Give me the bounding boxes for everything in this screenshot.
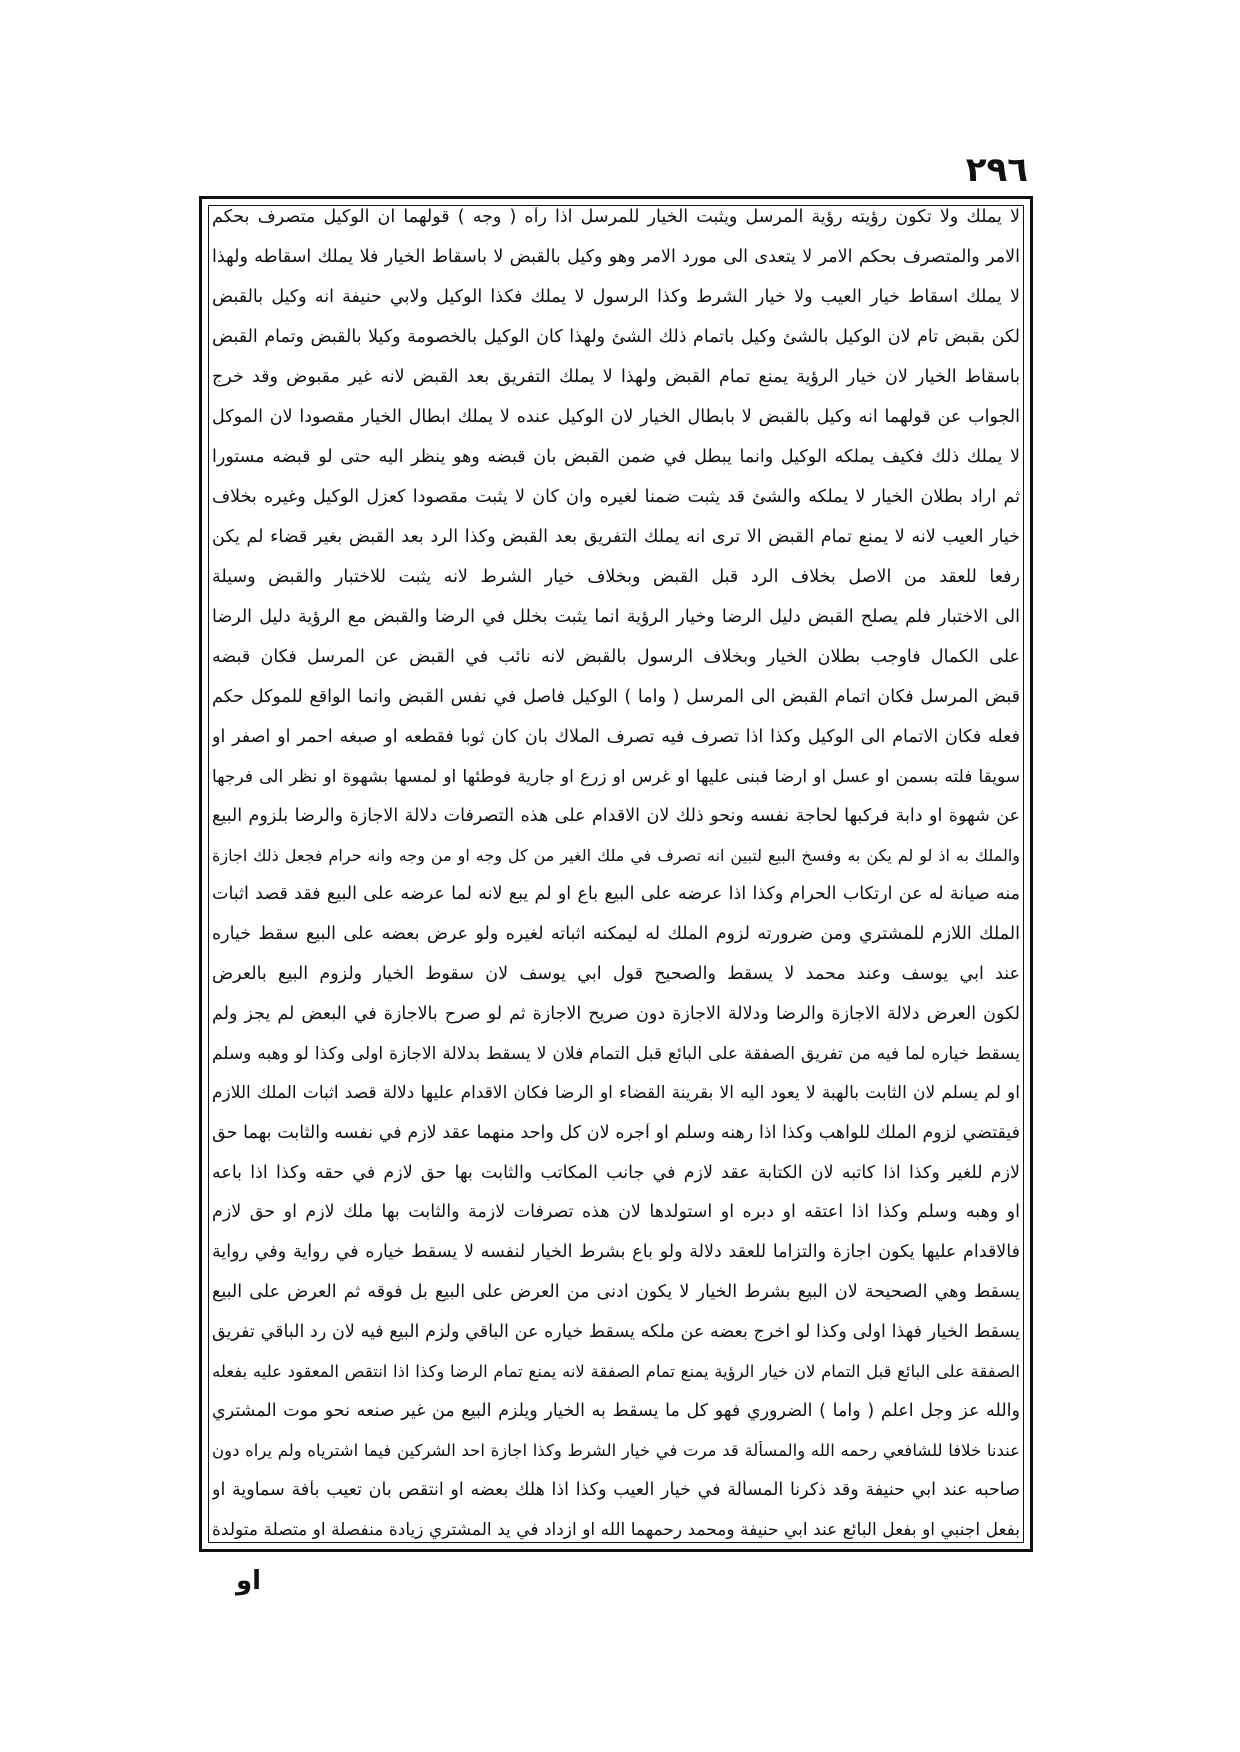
text-block xyxy=(212,207,1020,1541)
text-line: الامر والمتصرف بحكم الامر لا يتعدى الى مورد الامر وهو وكيل بالقبض لا باسقاط الخيار فلا يملك اسقاطه ولهذا xyxy=(212,246,1020,267)
text-line: او لم يسلم لان الثابت بالهبة لا يعود اليه الا بقرينة القضاء او الرضا فكان الاقدام عليها دلالة قصد اثبات الملك اللازم xyxy=(212,1083,1020,1104)
text-line: او وهبه وسلم وكذا اذا اعتقه او دبره او استولدها لان هذه تصرفات لازمة والثابت بها ملك لازم او حق لازم xyxy=(212,1202,1020,1223)
text-line: الصفقة على البائع قبل التمام لان خيار الرؤية يمنع تمام الصفقة لانه يمنع تمام الرضا وكذا اذا انتقص المعقود عليه بفعله xyxy=(212,1362,1020,1382)
text-line: باسقاط الخيار لان خيار الرؤية يمنع تمام القبض ولهذا لا يملك التفريق بعد القبض لانه غير مقبوض وقد خرج xyxy=(212,366,1020,387)
text-line: لا يملك اسقاط خيار العيب ولا خيار الشرط وكذا الرسول لا يملك فكذا الوكيل ولابي حنيفة انه وكيل بالقبض xyxy=(212,286,1020,307)
text-line: لازم للغير وكذا اذا كاتبه لان الكتابة عقد لازم في جانب المكاتب والثابت بها حق لازم في حقه وكذا اذا باعه xyxy=(212,1162,1020,1183)
text-line: يسقط وهي الصحيحة لان البيع بشرط الخيار لا يكون ادنى من العرض على البيع بل فوقه ثم العرض على البيع xyxy=(212,1282,1020,1303)
text-line: الجواب عن قولهما انه وكيل بالقبض لا بابطال الخيار لان الوكيل عنده لا يملك ابطال الخيار مقصودا لان الموكل xyxy=(212,406,1020,427)
text-line: والله عز وجل اعلم ( واما ) الضروري فهو كل ما يسقط به الخيار ويلزم البيع من غير صنعه نحو موت المشتري xyxy=(212,1401,1020,1422)
text-line: بفعل اجنبي او بفعل البائع عند ابي حنيفة ومحمد رحمهما الله او ازداد في يد المشتري زيادة منفصلة او متصلة متولدة xyxy=(212,1519,1020,1540)
text-line: فيقتضي لزوم الملك للواهب وكذا اذا رهنه وسلم او آجره لان كل واحد منهما عقد لازم في نفسه والثابت بهما حق xyxy=(212,1122,1020,1143)
text-line: عن شهوة او دابة فركبها لحاجة نفسه ونحو ذلك لان الاقدام على هذه التصرفات دلالة الاجازة والرضا بلزوم البيع xyxy=(212,805,1020,826)
page-frame xyxy=(199,196,1033,1552)
text-line: لكون العرض دلالة الاجازة والرضا ودلالة الاجازة دون صريح الاجازة ثم لو صرح بالاجازة في البعض لم يجز ولم xyxy=(212,1003,1020,1024)
text-line: يسقط الخيار فهذا اولى وكذا لو اخرج بعضه عن ملكه يسقط خياره عن الباقي ولزم البيع فيه لان رد الباقي تفريق xyxy=(212,1322,1020,1343)
text-line: فعله فكان الاتمام الى الوكيل وكذا اذا تصرف فيه تصرف الملاك بان كان ثوبا فقطعه او صبغه احمر او اصفر او xyxy=(212,726,1020,747)
text-line: رفعا للعقد من الاصل بخلاف الرد قبل القبض وبخلاف خيار الشرط لانه يثبت للاختبار والقبض وسيلة xyxy=(212,566,1020,587)
text-line: عند ابي يوسف وعند محمد لا يسقط والصحيح قول ابي يوسف لان سقوط الخيار ولزوم البيع بالعرض xyxy=(212,963,1020,984)
text-line: لا يملك ذلك فكيف يملكه الوكيل وانما يبطل في ضمن القبض بان قبضه وهو ينظر اليه حتى لو قبضه مستورا xyxy=(212,446,1020,467)
text-line: فالاقدام عليها يكون اجازة والتزاما للعقد دلالة ولو باع بشرط الخيار لنفسه لا يسقط خياره في رواية وفي رواية xyxy=(212,1242,1020,1263)
text-line: سويقا فلته بسمن او عسل او ارضا فبنى عليها او غرس او زرع او جارية فوطئها او لمسها بشهوة او نظر الى فرجها xyxy=(212,766,1020,787)
text-line: الملك اللازم للمشتري ومن ضرورته لزوم الملك له ليمكنه اثباته لغيره ولو عرض بعضه على البيع سقط خياره xyxy=(212,923,1020,944)
text-line: قبض المرسل فكان اتمام القبض الى المرسل ( واما ) الوكيل فاصل في نفس القبض وانما الواقع للموكل حكم xyxy=(212,686,1020,707)
text-line: لا يملك ولا تكون رؤيته رؤية المرسل ويثبت الخيار للمرسل اذا رآه ( وجه ) قولهما ان الوكيل متصرف بحكم xyxy=(212,207,1020,227)
text-line: عندنا خلافا للشافعي رحمه الله والمسألة قد مرت في خيار الشرط وكذا اجازة احد الشركين فيما اشترياه ولم يراه دون xyxy=(212,1441,1020,1461)
catchword: او xyxy=(236,1566,262,1596)
page-number: ٢٩٦ xyxy=(965,150,1028,190)
text-line: الى الاختبار فلم يصلح القبض دليل الرضا وخيار الرؤية انما يثبت بخلل في الرضا والقبض مع الرؤية دليل الرضا xyxy=(212,606,1020,627)
text-line: يسقط خياره لما فيه من تفريق الصفقة على البائع قبل التمام فلان لا يسقط بدلالة الاجازة اولى وكذا لو وهبه وسلم xyxy=(212,1043,1020,1064)
text-line: صاحبه عند ابي حنيفة وقد ذكرنا المسألة في خيار العيب وكذا اذا هلك بعضه او انتقص بان تعيب بآفة سماوية او xyxy=(212,1479,1020,1500)
text-line: والملك به اذ لو لم يكن به وفسخ البيع لتبين انه تصرف في ملك الغير من كل وجه او من وجه وانه حرام فجعل ذلك اجازة xyxy=(212,845,1020,865)
text-line: خيار العيب لانه لا يمنع تمام القبض الا ترى انه يملك التفريق بعد القبض وكذا الرد بعد القبض بغير قضاء لم يكن xyxy=(212,526,1020,547)
text-line: ثم اراد بطلان الخيار لا يملكه والشئ قد يثبت ضمنا لغيره وان كان لا يثبت مقصودا كعزل الوكيل وغيره بخلاف xyxy=(212,486,1020,507)
text-line: منه صيانة له عن ارتكاب الحرام وكذا اذا عرضه على البيع باع او لم يبع لانه لما عرضه على البيع فقد قصد اثبات xyxy=(212,883,1020,904)
text-line: على الكمال فاوجب بطلان الخيار وبخلاف الرسول بالقبض لانه نائب في القبض عن المرسل فكان قبضه xyxy=(212,646,1020,667)
text-line: لكن بقبض تام لان الوكيل بالشئ وكيل باتمام ذلك الشئ ولهذا كان الوكيل بالخصومة وكيلا بالقبض وتمام القبض xyxy=(212,326,1020,347)
